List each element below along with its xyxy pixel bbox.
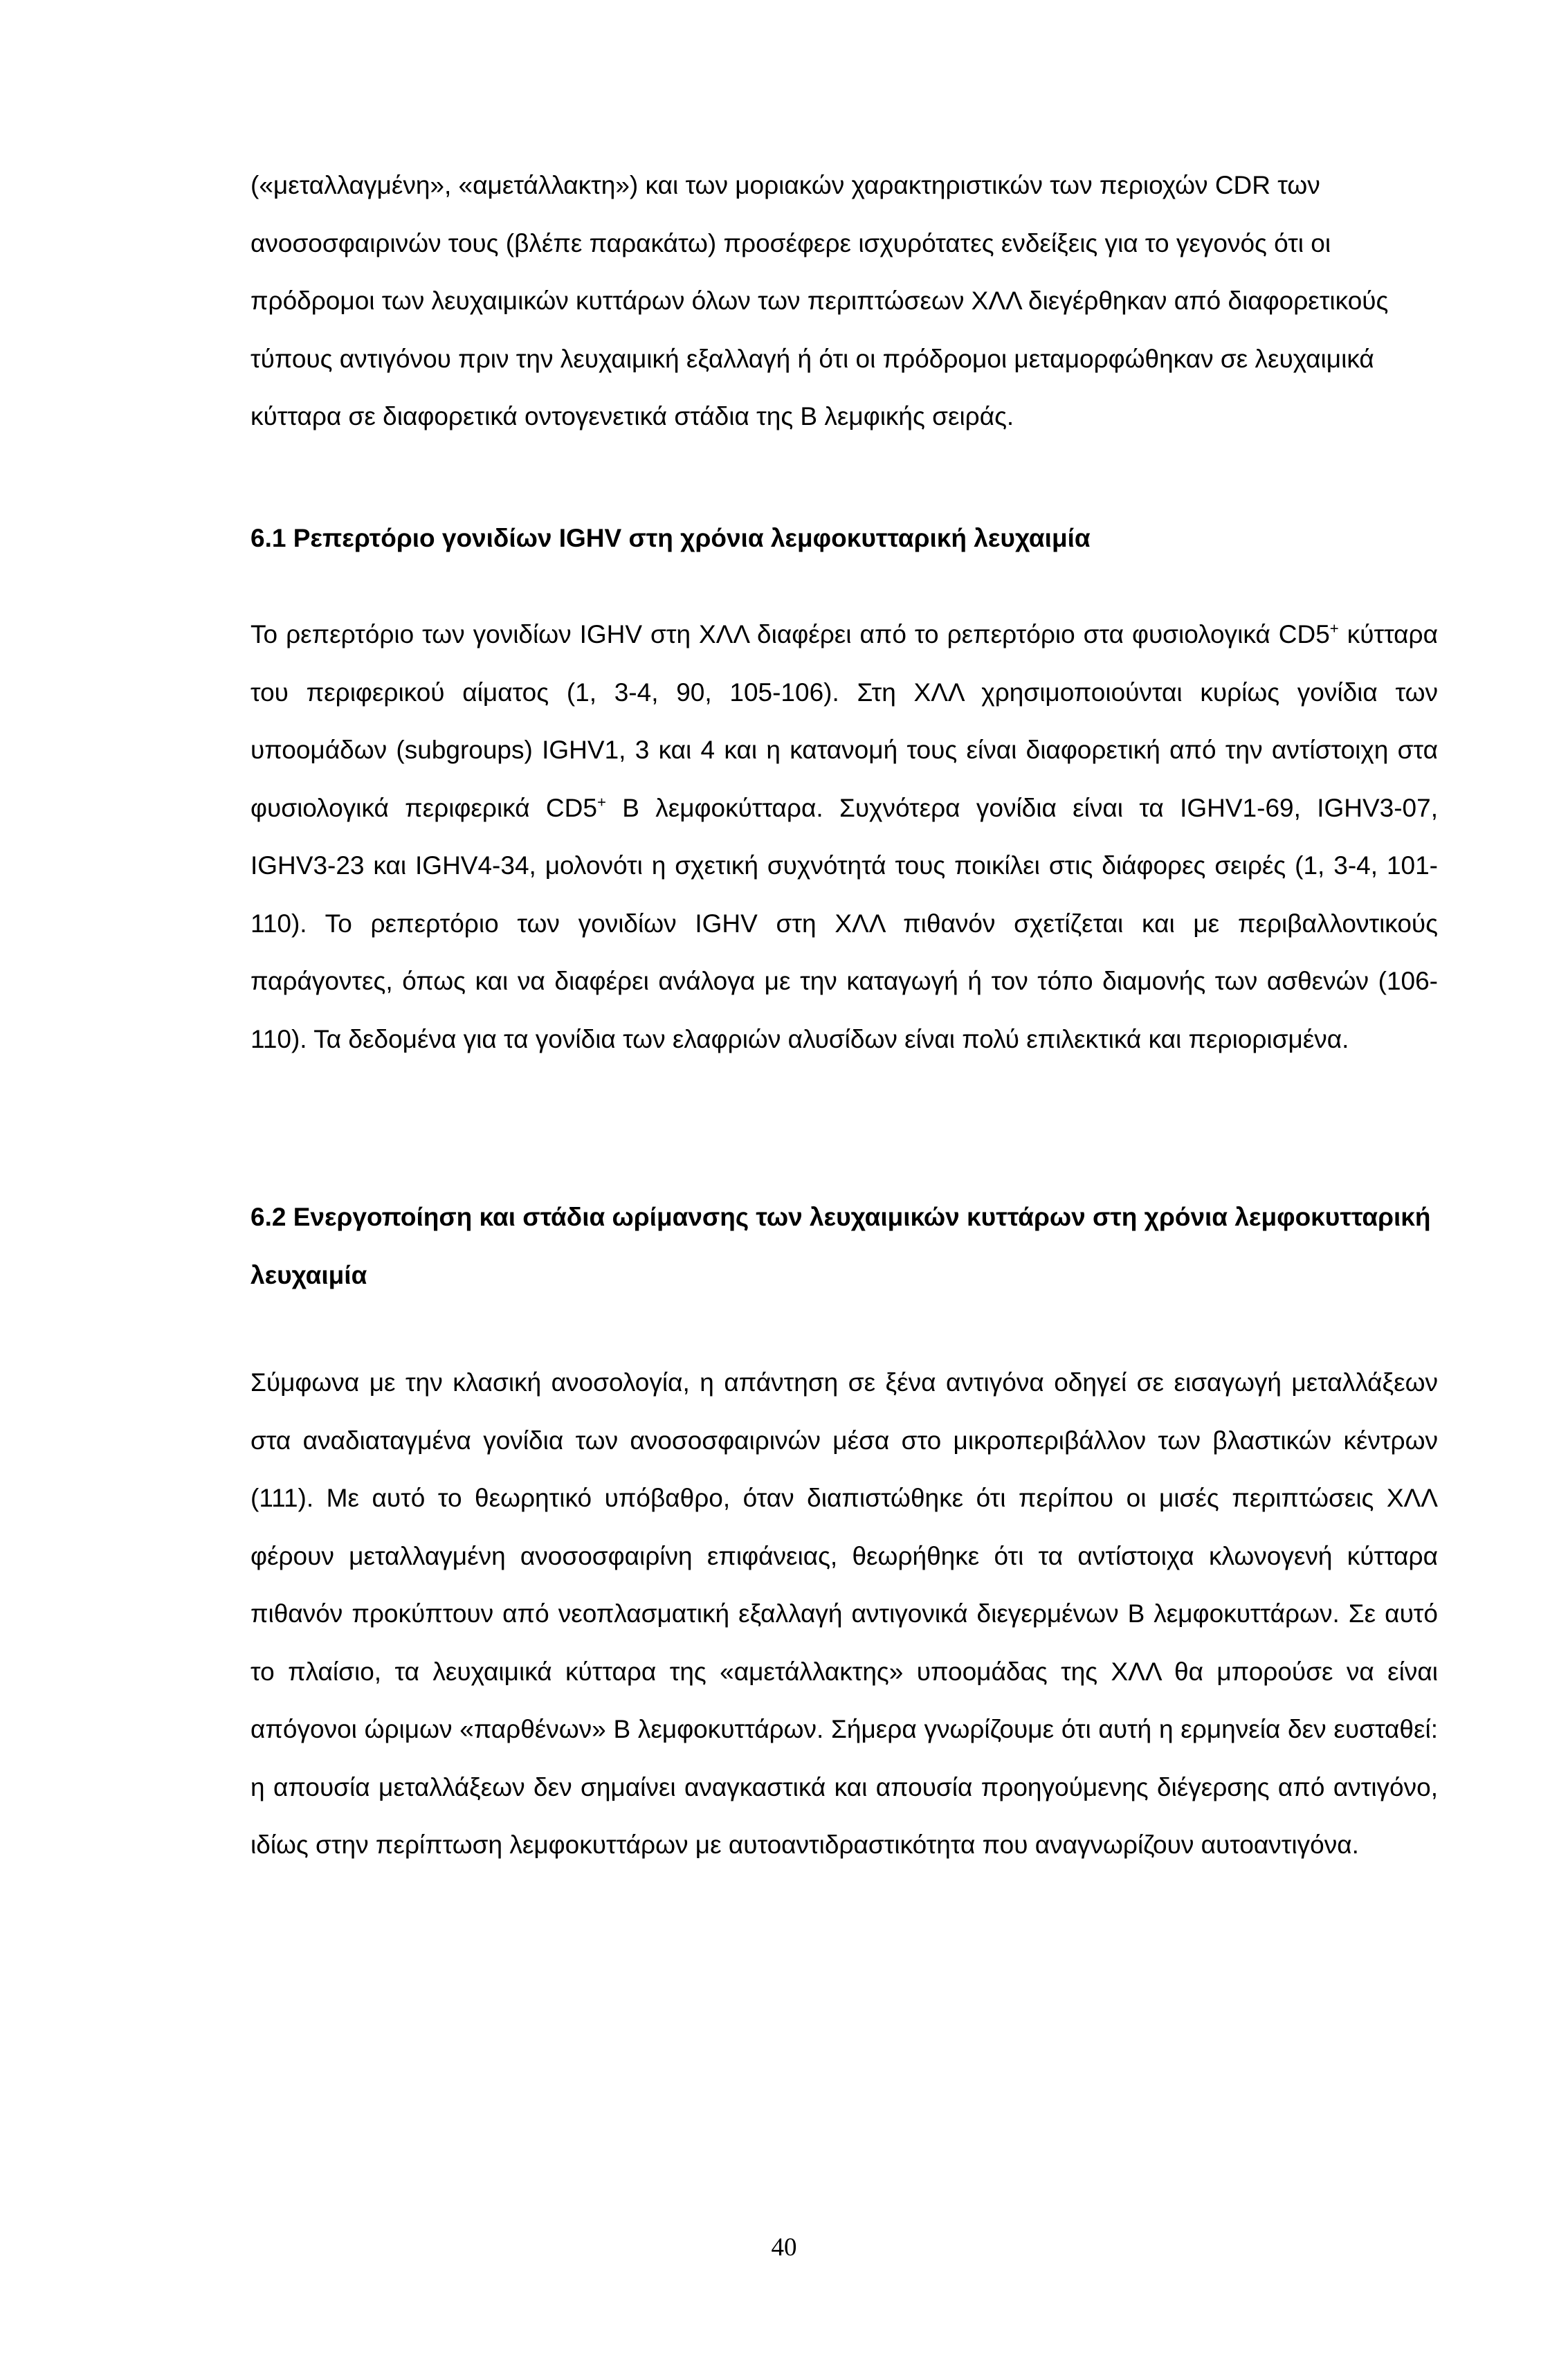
section-6-1-text-part1: Το ρεπερτόριο των γονιδίων IGHV στη ΧΛΛ διαφέρει από το ρεπερτόριο στα φυσιολογικά CD5 (250, 620, 1330, 648)
section-6-2-heading: 6.2 Ενεργοποίηση και στάδια ωρίμανσης των λευχαιμικών κυττάρων στη χρόνια λεμφοκυτταρική λευχαιμία (250, 1203, 1431, 1289)
section-6-2-paragraph: Σύμφωνα με την κλασική ανοσολογία, η απάντηση σε ξένα αντιγόνα οδηγεί σε εισαγωγή μεταλλάξεων στα αναδιαταγμένα γονίδια των ανοσοσφαιρινών μέσα στο μικροπεριβάλλον των βλαστικών κέντρων (111). Με αυτό το θεωρητικό υπόβαθρο, όταν διαπιστώθηκε ότι περίπου οι μισές περιπτώσεις ΧΛΛ φέρουν μεταλλαγμένη ανοσοσφαιρίνη επιφάνειας, θεωρήθηκε ότι τα αντίστοιχα κλωνογενή κύτταρα πιθανόν προκύπτουν από νεοπλασματική εξαλλαγή αντιγονικά διεγερμένων Β λεμφοκυττάρων. Σε αυτό το πλαίσιο, τα λευχαιμικά κύτταρα της «αμετάλλακτης» υποομάδας της ΧΛΛ θα μπορούσε να είναι απόγονοι ώριμων «παρθένων» Β λεμφοκυττάρων. Σήμερα γνωρίζουμε ότι αυτή η ερμηνεία δεν ευσταθεί: η απουσία μεταλλάξεων δεν σημαίνει αναγκαστικά και απουσία προηγούμενης διέγερσης από αντιγόνο, ιδίως στην περίπτωση λεμφοκυττάρων με αυτοαντιδραστικότητα που αναγνωρίζουν αυτοαντιγόνα. (250, 1368, 1438, 1859)
page-number: 40 (771, 2233, 797, 2262)
superscript-plus: + (1329, 619, 1339, 637)
section-6-1-heading: 6.1 Ρεπερτόριο γονιδίων IGHV στη χρόνια λεμφοκυτταρική λευχαιμία (250, 523, 1091, 552)
section-6-1-text-part2: κύτταρα του περιφερικού αίματος (1, 3-4, 90, 105-106). Στη ΧΛΛ χρησιμοποιούνται κυρίως γονίδια των υποομάδων (subgroups) IGHV1, 3 και 4 και η κατανομή τους είναι διαφορετική από την αντίστοιχη στα φυσιολογικά περιφερικά CD5 (250, 620, 1438, 822)
section-6-1-paragraph (250, 606, 1438, 1068)
superscript-plus: + (596, 793, 606, 811)
document-page (250, 156, 1438, 1874)
section-6-1-text-part3: Β λεμφοκύτταρα. Συχνότερα γονίδια είναι τα IGHV1-69, IGHV3-07, IGHV3-23 και IGHV4-34, μολονότι η σχετική συχνότητά τους ποικίλει στις διάφορες σειρές (1, 3-4, 101-110). Το ρεπερτόριο των γονιδίων IGHV στη ΧΛΛ πιθανόν σχετίζεται και με περιβαλλοντικούς παράγοντες, όπως και να διαφέρει ανάλογα με την καταγωγή ή τον τόπο διαμονής των ασθενών (106-110). Τα δεδομένα για τα γονίδια των ελαφριών αλυσίδων είναι πολύ επιλεκτικά και περιορισμένα. (250, 793, 1438, 1053)
intro-paragraph: («μεταλλαγμένη», «αμετάλλακτη») και των μοριακών χαρακτηριστικών των περιοχών CDR των ανοσοσφαιρινών τους (βλέπε παρακάτω) προσέφερε ισχυρότατες ενδείξεις για το γεγονός ότι οι πρόδρομοι των λευχαιμικών κυττάρων όλων των περιπτώσεων ΧΛΛ διεγέρθηκαν από διαφορετικούς τύπους αντιγόνου πριν την λευχαιμική εξαλλαγή ή ότι οι πρόδρομοι μεταμορφώθηκαν σε λευχαιμικά κύτταρα σε διαφορετικά οντογενετικά στάδια της Β λεμφικής σειράς. (250, 171, 1389, 430)
